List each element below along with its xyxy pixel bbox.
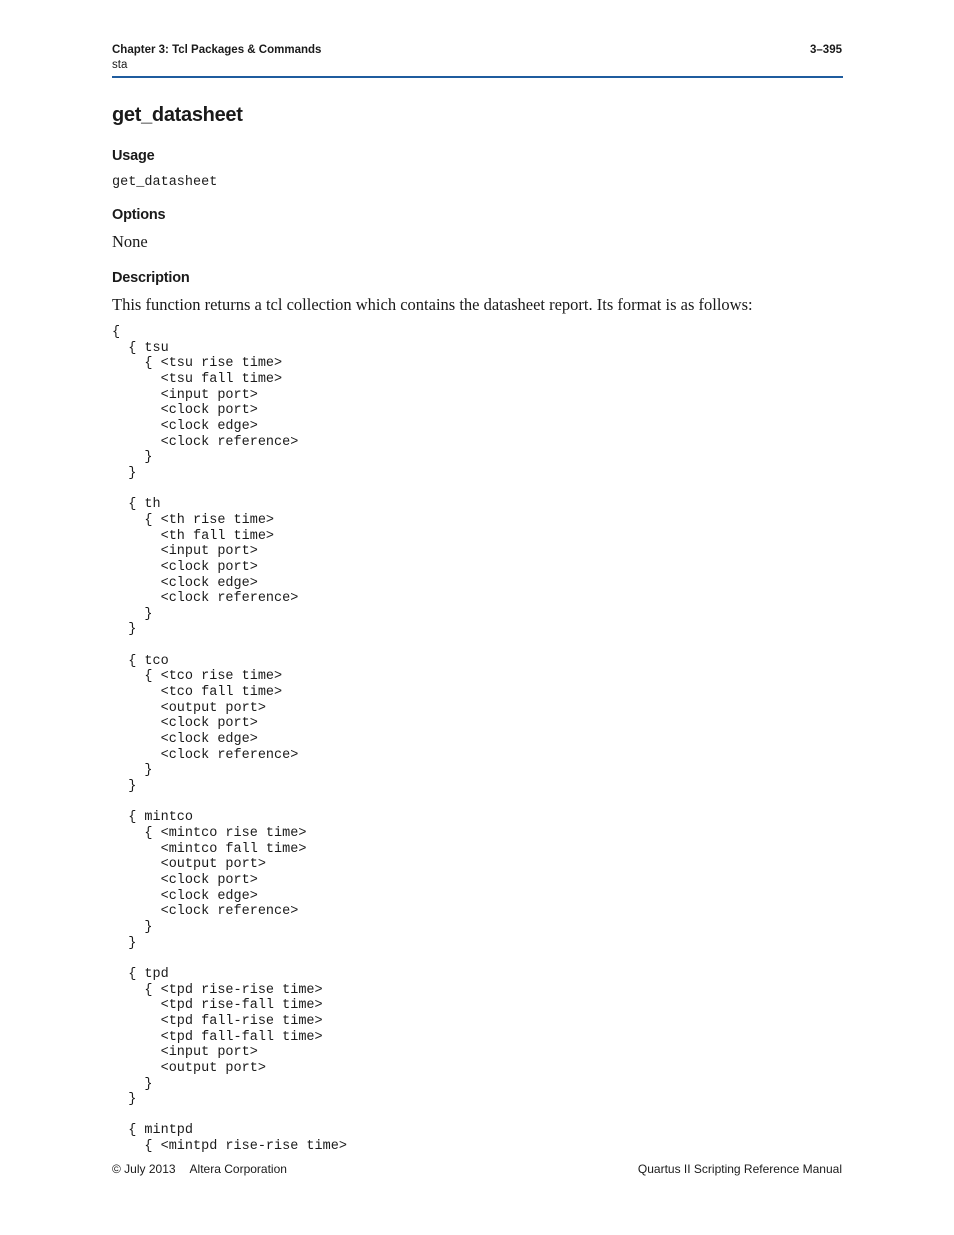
footer-manual-title: Quartus II Scripting Reference Manual — [637, 1162, 842, 1176]
usage-heading: Usage — [112, 148, 155, 164]
description-heading: Description — [112, 270, 190, 286]
page-title: get_datasheet — [112, 104, 243, 126]
section-name: sta — [112, 59, 128, 71]
datasheet-format-code: { { tsu { <tsu rise time> <tsu fall time> <input port> <clock port> <clock edge> <clock reference> } } { th { <th rise time> <th fall time> <input port> <clock port> <clock edge> <clock reference> } } { tco { <tco rise time> <tco fall time> <output port> <clock port> <clock edge> <clock reference> } } { mintco { <mintco rise time> <mintco fall time> <output port> <clock port> <clock edge> <clock reference> } } { tpd { <tpd rise-rise time> <tpd rise-fall time> <tpd fall-rise time> <tpd fall-fall time> <input port> <output port> } } { mintpd { <mintpd rise-rise time> — [112, 325, 347, 1155]
chapter-title: Chapter 3: Tcl Packages & Commands — [112, 44, 322, 56]
options-heading: Options — [112, 207, 166, 223]
usage-syntax: get_datasheet — [112, 175, 218, 190]
header-divider — [112, 76, 843, 78]
footer-date: © July 2013 — [112, 1162, 176, 1176]
description-text: This function returns a tcl collection which contains the datasheet report. Its format is as follows: — [112, 295, 753, 314]
page-number: 3–395 — [810, 44, 842, 56]
footer-company: Altera Corporation — [189, 1162, 287, 1176]
running-header — [112, 43, 321, 73]
footer-left — [112, 1162, 287, 1176]
options-text: None — [112, 232, 148, 251]
